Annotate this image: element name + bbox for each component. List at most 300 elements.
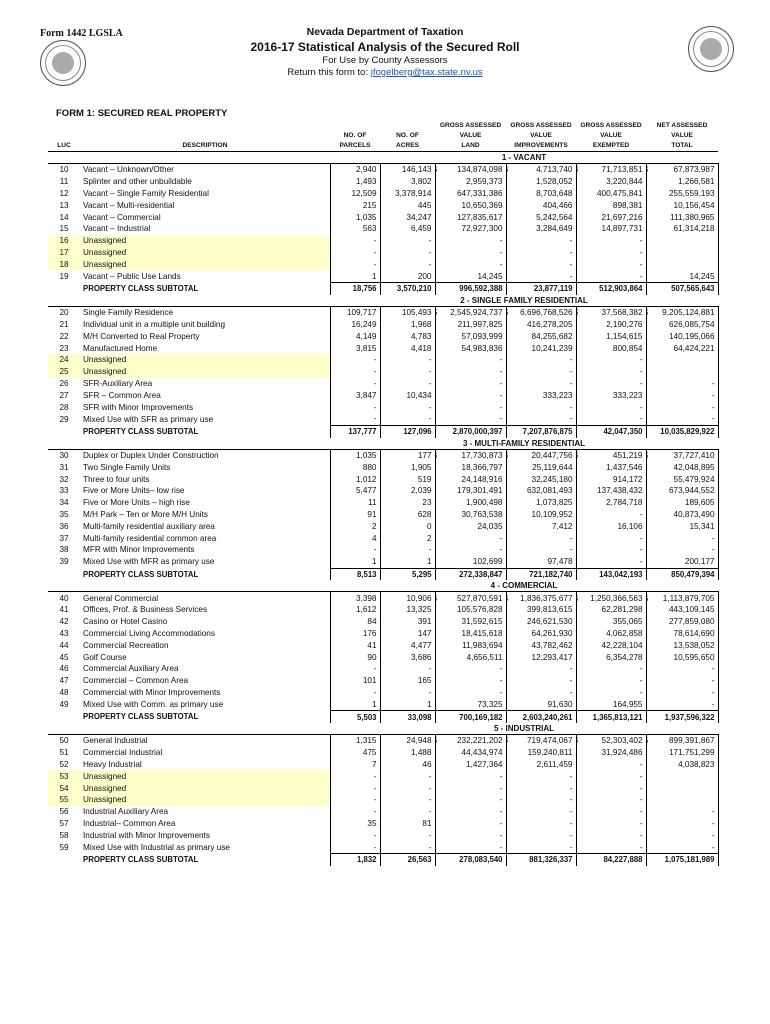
table-row: [48, 520, 718, 532]
table-row: [48, 735, 718, 747]
cell-improvements: -: [506, 532, 576, 544]
cell-luc: 34: [59, 498, 69, 508]
cell-improvements: 1,073,825: [506, 497, 576, 509]
section-title: 3 - MULTI-FAMILY RESIDENTIAL: [330, 438, 718, 450]
col-exempted-l2: VALUE: [600, 132, 622, 139]
cell-luc: 50: [59, 736, 69, 746]
subtotal-total: 850,479,394: [646, 568, 718, 580]
cell-land: 31,592,615: [435, 616, 506, 628]
cell-acres: 105,493: [380, 306, 435, 318]
subtotal-label: PROPERTY CLASS SUBTOTAL: [83, 569, 199, 579]
cell-luc: 19: [59, 271, 69, 281]
cell-improvements: 5,242,564: [506, 211, 576, 223]
subtotal-improvements: 721,182,740: [506, 568, 576, 580]
cell-description: Vacant – Single Family Residential: [83, 188, 209, 198]
cell-description: Unassigned: [80, 354, 330, 366]
subtotal-acres: 127,096: [380, 425, 435, 437]
cell-parcels: 1,612: [330, 604, 380, 616]
return-email-link[interactable]: jfogelberg@tax.state.nv.us: [370, 67, 483, 78]
cell-parcels: -: [330, 782, 380, 794]
table-row: [48, 330, 718, 342]
cell-luc: 24: [48, 354, 80, 366]
table-row: [48, 841, 718, 853]
cell-parcels: -: [330, 663, 380, 675]
cell-acres: 2,039: [380, 485, 435, 497]
cell-parcels: 475: [330, 747, 380, 759]
table-row: [48, 759, 718, 771]
cell-parcels: 91: [330, 509, 380, 521]
cell-parcels: 35: [330, 818, 380, 830]
cell-exempted: -: [576, 366, 646, 378]
cell-total: 14,245: [646, 270, 718, 282]
cell-parcels: 1: [330, 698, 380, 710]
cell-exempted: 898,381: [576, 199, 646, 211]
cell-total: 10,156,454: [646, 199, 718, 211]
cell-acres: -: [380, 258, 435, 270]
cell-description: Unassigned: [80, 366, 330, 378]
cell-exempted: $ 1,250,366,563: [576, 592, 646, 604]
cell-improvements: 2,611,459: [506, 759, 576, 771]
cell-exempted: 137,438,432: [576, 485, 646, 497]
cell-luc: 44: [59, 640, 69, 650]
col-improvements-l1: GROSS ASSESSED: [510, 121, 572, 129]
col-land-l2: VALUE: [459, 132, 482, 139]
cell-exempted: -: [576, 687, 646, 699]
cell-description: MFR with Minor Improvements: [83, 545, 195, 555]
cell-luc: 17: [48, 247, 80, 259]
cell-luc: 33: [59, 486, 69, 496]
subtotal-exempted: 512,903,864: [576, 282, 646, 294]
cell-improvements: -: [506, 806, 576, 818]
cell-luc: 54: [48, 782, 80, 794]
cell-land: -: [435, 258, 506, 270]
cell-land: -: [435, 829, 506, 841]
table-row: [48, 592, 718, 604]
cell-land: 57,093,999: [435, 330, 506, 342]
cell-improvements: 32,245,180: [506, 473, 576, 485]
cell-luc: 52: [59, 760, 69, 770]
col-total-l1: NET ASSESSED: [656, 121, 708, 129]
table-row: [48, 782, 718, 794]
cell-total: [646, 258, 718, 270]
cell-acres: -: [380, 401, 435, 413]
cell-total: 64,424,221: [646, 342, 718, 354]
subtotal-acres: 5,295: [380, 568, 435, 580]
cell-land: 647,331,386: [435, 188, 506, 200]
table-row: [48, 461, 718, 473]
subtotal-parcels: 18,756: [330, 282, 380, 294]
subtotal-land: 278,083,540: [435, 854, 506, 866]
table-body: [48, 152, 718, 866]
cell-luc: 28: [59, 402, 69, 412]
cell-total: 42,048,895: [646, 461, 718, 473]
cell-exempted: 6,354,278: [576, 651, 646, 663]
subtotal-parcels: 8,513: [330, 568, 380, 580]
subtotal-acres: 3,570,210: [380, 282, 435, 294]
cell-improvements: 333,223: [506, 389, 576, 401]
cell-acres: 1,488: [380, 747, 435, 759]
table-row: [48, 628, 718, 640]
cell-land: 30,763,538: [435, 509, 506, 521]
cell-parcels: -: [330, 544, 380, 556]
cell-acres: 1: [380, 698, 435, 710]
cell-land: 105,576,828: [435, 604, 506, 616]
cell-total: $ 1,113,879,705: [646, 592, 718, 604]
section-header: [48, 152, 718, 164]
subtotal-exempted: 84,227,888: [576, 854, 646, 866]
subtotal-row: [48, 282, 718, 294]
cell-exempted: -: [576, 818, 646, 830]
cell-parcels: 1,012: [330, 473, 380, 485]
cell-total: -: [646, 401, 718, 413]
cell-description: Manufactured Home: [83, 343, 158, 353]
cell-exempted: -: [576, 770, 646, 782]
cell-exempted: 16,106: [576, 520, 646, 532]
cell-land: -: [435, 532, 506, 544]
cell-parcels: 2,940: [330, 164, 380, 176]
return-text: Return this form to:: [287, 67, 371, 78]
cell-luc: 16: [48, 235, 80, 247]
cell-acres: 0: [380, 520, 435, 532]
cell-total: -: [646, 818, 718, 830]
cell-improvements: $ 4,713,740: [506, 164, 576, 176]
cell-improvements: -: [506, 782, 576, 794]
table-row: [48, 413, 718, 425]
cell-land: -: [435, 354, 506, 366]
cell-exempted: 21,697,216: [576, 211, 646, 223]
cell-exempted: 2,784,718: [576, 497, 646, 509]
cell-acres: 4,477: [380, 639, 435, 651]
cell-exempted: 2,190,276: [576, 319, 646, 331]
cell-exempted: 333,223: [576, 389, 646, 401]
cell-total: 626,085,754: [646, 319, 718, 331]
cell-total: 189,605: [646, 497, 718, 509]
cell-acres: -: [380, 235, 435, 247]
cell-acres: 519: [380, 473, 435, 485]
cell-total: [646, 770, 718, 782]
cell-land: -: [435, 413, 506, 425]
cell-description: Industrial Auxiliary Area: [83, 807, 169, 817]
cell-total: -: [646, 532, 718, 544]
cell-parcels: -: [330, 829, 380, 841]
cell-total: -: [646, 413, 718, 425]
cell-exempted: $ 52,303,402: [576, 735, 646, 747]
cell-total: 78,614,690: [646, 628, 718, 640]
cell-description: Vacant – Industrial: [83, 224, 151, 234]
cell-total: -: [646, 675, 718, 687]
cell-luc: 47: [59, 676, 69, 686]
cell-acres: 3,378,914: [380, 188, 435, 200]
cell-improvements: -: [506, 354, 576, 366]
cell-luc: 51: [59, 748, 69, 758]
cell-acres: 81: [380, 818, 435, 830]
cell-parcels: 90: [330, 651, 380, 663]
cell-total: -: [646, 806, 718, 818]
cell-luc: 25: [48, 366, 80, 378]
cell-luc: 22: [59, 331, 69, 341]
cell-improvements: $ 20,447,756: [506, 449, 576, 461]
cell-luc: 23: [59, 343, 69, 353]
subtotal-exempted: 1,365,813,121: [576, 711, 646, 723]
cell-parcels: 215: [330, 199, 380, 211]
cell-exempted: 31,924,486: [576, 747, 646, 759]
cell-improvements: -: [506, 413, 576, 425]
subtotal-label: PROPERTY CLASS SUBTOTAL: [83, 426, 199, 436]
cell-land: -: [435, 544, 506, 556]
cell-parcels: 109,717: [330, 306, 380, 318]
cell-parcels: 101: [330, 675, 380, 687]
cell-description: Mixed Use with Industrial as primary use: [83, 842, 230, 852]
col-parcels-l2: PARCELS: [330, 141, 380, 152]
cell-exempted: -: [576, 663, 646, 675]
cell-land: 24,148,916: [435, 473, 506, 485]
cell-total: -: [646, 389, 718, 401]
cell-acres: -: [380, 770, 435, 782]
cell-luc: 37: [59, 533, 69, 543]
subtotal-total: 1,937,596,322: [646, 711, 718, 723]
cell-luc: 18: [48, 258, 80, 270]
cell-description: Five or More Units– low rise: [83, 486, 185, 496]
table-row: [48, 223, 718, 235]
cell-parcels: 3,398: [330, 592, 380, 604]
cell-land: -: [435, 687, 506, 699]
section-header: [48, 295, 718, 307]
cell-total: -: [646, 829, 718, 841]
cell-exempted: -: [576, 544, 646, 556]
subtotal-improvements: 23,877,119: [506, 282, 576, 294]
cell-improvements: 416,278,205: [506, 319, 576, 331]
cell-luc: 38: [59, 545, 69, 555]
subtotal-parcels: 5,503: [330, 711, 380, 723]
cell-description: Duplex or Duplex Under Construction: [83, 450, 219, 460]
cell-parcels: 1: [330, 270, 380, 282]
cell-luc: 46: [59, 664, 69, 674]
cell-land: -: [435, 401, 506, 413]
cell-exempted: -: [576, 378, 646, 390]
cell-improvements: 84,255,682: [506, 330, 576, 342]
cell-land: -: [435, 806, 506, 818]
cell-description: Commercial Living Accommodations: [83, 629, 215, 639]
cell-description: Multi-family residential auxiliary area: [83, 521, 215, 531]
cell-description: Three to four units: [83, 474, 150, 484]
cell-description: Unassigned: [80, 782, 330, 794]
table-row: [48, 258, 718, 270]
cell-exempted: 164,955: [576, 698, 646, 710]
table-row: [48, 829, 718, 841]
cell-description: Commercial with Minor Improvements: [83, 688, 221, 698]
subtotal-land: 272,338,847: [435, 568, 506, 580]
table-row: [48, 306, 718, 318]
subtotal-parcels: 137,777: [330, 425, 380, 437]
cell-acres: 200: [380, 270, 435, 282]
cell-total: 200,177: [646, 556, 718, 568]
cell-luc: 59: [59, 842, 69, 852]
subtotal-improvements: 7,207,876,875: [506, 425, 576, 437]
cell-acres: -: [380, 841, 435, 853]
cell-luc: 10: [59, 165, 69, 175]
table-row: [48, 211, 718, 223]
subtotal-label: PROPERTY CLASS SUBTOTAL: [83, 712, 199, 722]
cell-total: $ 899,391,867: [646, 735, 718, 747]
table-row: [48, 698, 718, 710]
cell-improvements: -: [506, 770, 576, 782]
cell-luc: 13: [59, 200, 69, 210]
col-improvements-l2: VALUE: [530, 132, 552, 139]
table-header: [48, 120, 718, 152]
table-row: [48, 401, 718, 413]
cell-luc: 29: [59, 414, 69, 424]
cell-description: Commercial Industrial: [83, 748, 163, 758]
cell-description: SFR with Minor Improvements: [83, 402, 194, 412]
cell-total: 10,595,650: [646, 651, 718, 663]
table-row: [48, 794, 718, 806]
cell-parcels: -: [330, 806, 380, 818]
cell-improvements: -: [506, 258, 576, 270]
cell-acres: -: [380, 366, 435, 378]
cell-improvements: -: [506, 829, 576, 841]
cell-exempted: 914,172: [576, 473, 646, 485]
cell-total: 55,479,924: [646, 473, 718, 485]
form-number: Form 1442 LGSLA: [40, 28, 123, 39]
cell-parcels: -: [330, 258, 380, 270]
section-title: 4 - COMMERCIAL: [330, 580, 718, 592]
cell-acres: 3,802: [380, 176, 435, 188]
cell-acres: 147: [380, 628, 435, 640]
cell-acres: 2: [380, 532, 435, 544]
cell-improvements: -: [506, 794, 576, 806]
cell-acres: 3,686: [380, 651, 435, 663]
cell-parcels: 1,315: [330, 735, 380, 747]
subtotal-improvements: 881,326,337: [506, 854, 576, 866]
cell-exempted: 1,154,615: [576, 330, 646, 342]
cell-total: -: [646, 698, 718, 710]
col-description: DESCRIPTION: [80, 141, 330, 152]
cell-improvements: -: [506, 366, 576, 378]
cell-description: Vacant – Commercial: [83, 212, 161, 222]
cell-improvements: 3,284,649: [506, 223, 576, 235]
cell-improvements: 12,293,417: [506, 651, 576, 663]
subtotal-acres: 26,563: [380, 854, 435, 866]
cell-parcels: 563: [330, 223, 380, 235]
subtotal-land: 996,592,388: [435, 282, 506, 294]
table-row: [48, 509, 718, 521]
cell-description: Casino or Hotel Casino: [83, 617, 168, 627]
cell-land: -: [435, 378, 506, 390]
subtotal-label: PROPERTY CLASS SUBTOTAL: [83, 284, 199, 294]
cell-acres: 165: [380, 675, 435, 687]
cell-description: Industrial with Minor Improvements: [83, 830, 210, 840]
col-exempted-l3: EXEMPTED: [576, 141, 646, 152]
subtotal-land: 2,870,000,397: [435, 425, 506, 437]
table-row: [48, 164, 718, 176]
cell-total: 1,266,581: [646, 176, 718, 188]
cell-land: 2,959,373: [435, 176, 506, 188]
cell-exempted: -: [576, 401, 646, 413]
cell-description: Commercial – Common Area: [83, 676, 189, 686]
cell-improvements: 159,240,811: [506, 747, 576, 759]
cell-acres: -: [380, 247, 435, 259]
cell-description: General Industrial: [83, 736, 148, 746]
cell-land: $ 134,874,098: [435, 164, 506, 176]
table-row: [48, 604, 718, 616]
cell-improvements: -: [506, 247, 576, 259]
cell-luc: 32: [59, 474, 69, 484]
cell-luc: 12: [59, 188, 69, 198]
cell-parcels: 4,149: [330, 330, 380, 342]
cell-total: 15,341: [646, 520, 718, 532]
cell-parcels: -: [330, 235, 380, 247]
col-total-l2: VALUE: [671, 132, 693, 139]
cell-total: 277,859,080: [646, 616, 718, 628]
cell-acres: 4,783: [380, 330, 435, 342]
table-row: [48, 806, 718, 818]
cell-acres: 146,143: [380, 164, 435, 176]
cell-luc: 20: [59, 308, 69, 318]
cell-total: 4,038,823: [646, 759, 718, 771]
cell-acres: 391: [380, 616, 435, 628]
cell-parcels: 41: [330, 639, 380, 651]
cell-exempted: -: [576, 413, 646, 425]
cell-exempted: -: [576, 258, 646, 270]
cell-improvements: 10,241,239: [506, 342, 576, 354]
cell-improvements: 404,466: [506, 199, 576, 211]
table-row: [48, 354, 718, 366]
cell-total: 61,314,218: [646, 223, 718, 235]
cell-exempted: -: [576, 532, 646, 544]
cell-exempted: $ 37,568,382: [576, 306, 646, 318]
cell-total: 140,195,066: [646, 330, 718, 342]
cell-improvements: $ 1,836,375,677: [506, 592, 576, 604]
subtotal-land: 700,169,182: [435, 711, 506, 723]
cell-parcels: 7: [330, 759, 380, 771]
cell-description: Two Single Family Units: [83, 462, 171, 472]
cell-luc: 42: [59, 617, 69, 627]
col-land-l1: GROSS ASSESSED: [439, 121, 502, 129]
table-row: [48, 497, 718, 509]
cell-total: [646, 782, 718, 794]
cell-description: Vacant – Public Use Lands: [83, 271, 181, 281]
cell-description: Unassigned: [80, 794, 330, 806]
cell-parcels: -: [330, 378, 380, 390]
cell-land: -: [435, 366, 506, 378]
cell-exempted: 1,437,546: [576, 461, 646, 473]
table-row: [48, 532, 718, 544]
cell-parcels: -: [330, 794, 380, 806]
cell-improvements: -: [506, 544, 576, 556]
section-header: [48, 580, 718, 592]
cell-description: Unassigned: [80, 247, 330, 259]
cell-improvements: 43,782,462: [506, 639, 576, 651]
cell-improvements: 97,478: [506, 556, 576, 568]
cell-land: -: [435, 663, 506, 675]
cell-exempted: -: [576, 354, 646, 366]
cell-description: Offices, Prof. & Business Services: [83, 605, 208, 615]
cell-land: 11,983,694: [435, 639, 506, 651]
cell-improvements: 399,813,615: [506, 604, 576, 616]
cell-acres: -: [380, 782, 435, 794]
cell-improvements: $ 719,474,067: [506, 735, 576, 747]
cell-parcels: -: [330, 366, 380, 378]
cell-parcels: 1: [330, 556, 380, 568]
cell-luc: 21: [59, 319, 69, 329]
cell-improvements: -: [506, 270, 576, 282]
cell-description: SFR – Common Area: [83, 390, 161, 400]
cell-improvements: -: [506, 663, 576, 675]
cell-luc: 14: [59, 212, 69, 222]
cell-land: -: [435, 247, 506, 259]
cell-luc: 43: [59, 629, 69, 639]
cell-total: $ 37,727,410: [646, 449, 718, 461]
